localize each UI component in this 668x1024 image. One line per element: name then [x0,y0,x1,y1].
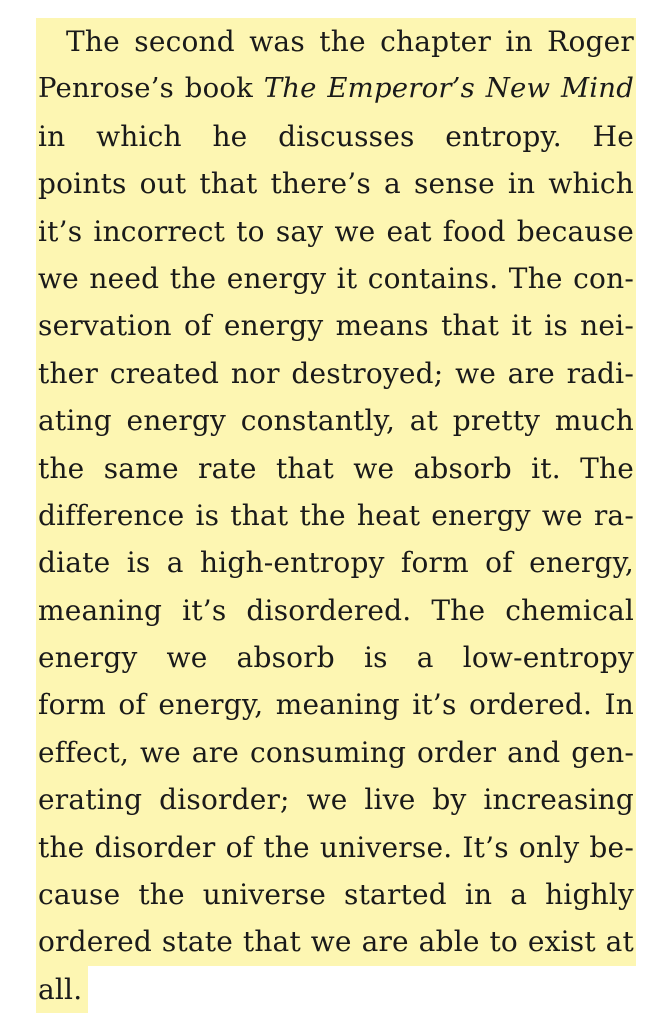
line-text: erating disorder; we live by increasing [36,776,636,823]
text-line-2 [36,65,636,112]
line-text: form of energy, meaning it’s ordered. In [36,681,636,728]
line-text: ating energy constantly, at pretty much [36,397,636,444]
text-line-20 [36,918,636,965]
text-line-1 [36,18,636,65]
text-line-12 [36,539,636,586]
text-line-17 [36,776,636,823]
text-line-7 [36,302,636,349]
text-line-10 [36,445,636,492]
line-text: ther created nor destroyed; we are radi- [36,350,636,397]
text-line-8 [36,350,636,397]
line-text: diate is a high-entropy form of energy, [36,539,636,586]
line-text: it’s incorrect to say we eat food because [36,208,636,255]
text-line-21 [36,966,636,1013]
line-highlight [36,65,636,112]
highlighted-passage[interactable] [36,18,636,1013]
line-text: we need the energy it contains. The con- [36,255,636,302]
line-text: the same rate that we absorb it. The [36,445,636,492]
text-line-4 [36,160,636,207]
line-text: in which he discusses entropy. He [36,113,636,160]
line-text: cause the universe started in a highly [36,871,636,918]
text-line-3 [36,113,636,160]
line-text: The second was the chapter in Roger [36,18,636,65]
text-line-13 [36,587,636,634]
line-text: the disorder of the universe. It’s only be- [36,824,636,871]
line-text: all. [36,966,88,1013]
line-text: ordered state that we are able to exist at [36,918,636,965]
text-line-18 [36,824,636,871]
line-text: servation of energy means that it is nei- [36,302,636,349]
line-text: points out that there’s a sense in which [36,160,636,207]
text-line-9 [36,397,636,444]
line-text: meaning it’s disordered. The chemical [36,587,636,634]
text-line-14 [36,634,636,681]
text-line-6 [36,255,636,302]
line-text: difference is that the heat energy we ra- [36,492,636,539]
text-line-5 [36,208,636,255]
text-line-19 [36,871,636,918]
line-text: Penrose’s book [38,72,264,105]
book-title: The Emperor’s New Mind [263,72,635,105]
line-text: energy we absorb is a low-entropy [36,634,636,681]
text-line-15 [36,681,636,728]
line-text: effect, we are consuming order and gen- [36,729,636,776]
text-line-11 [36,492,636,539]
text-line-16 [36,729,636,776]
